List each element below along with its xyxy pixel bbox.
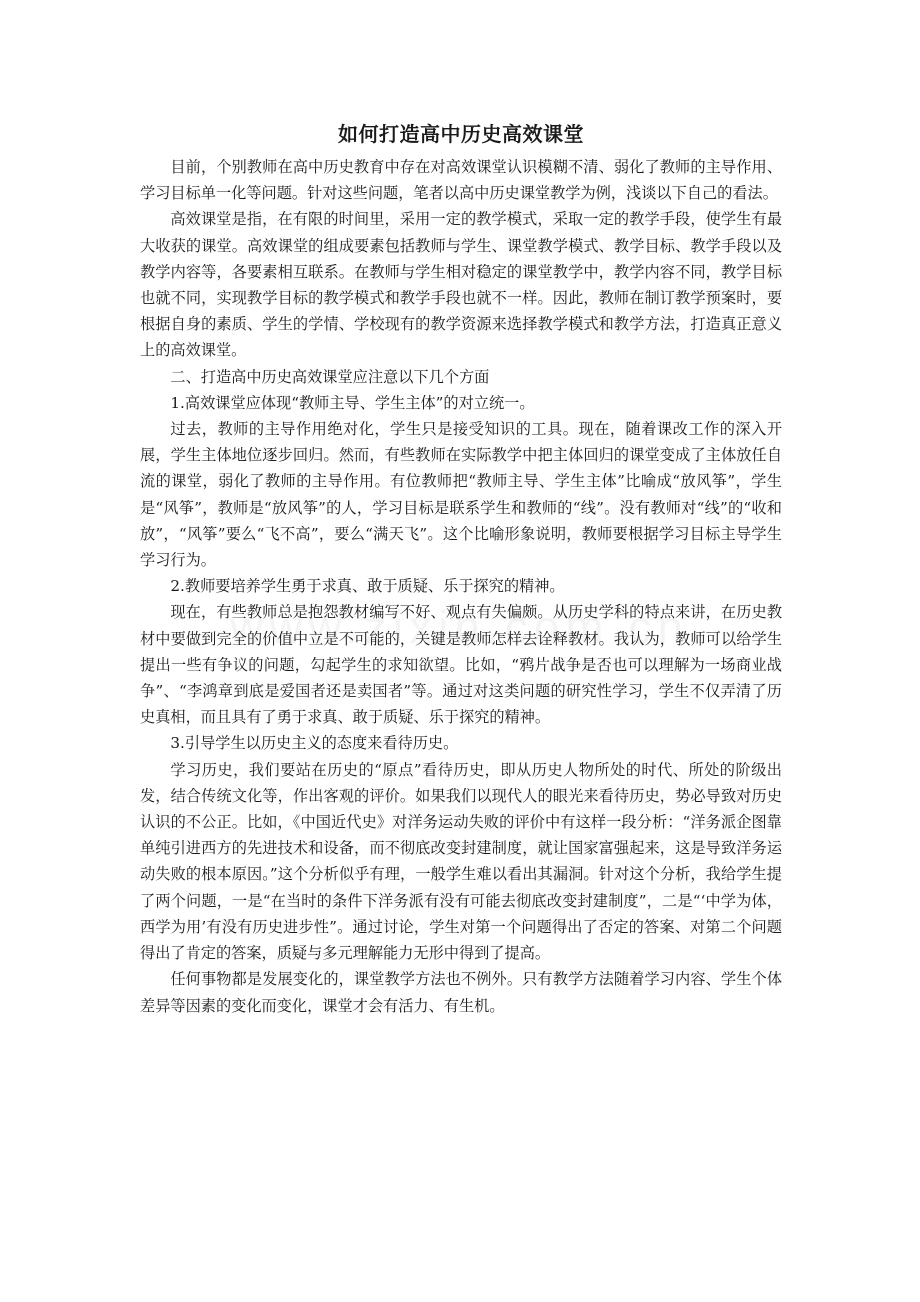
section-heading: 二、打造高中历史高效课堂应注意以下几个方面	[170, 367, 490, 386]
subheading-3: 3.引导学生以历史主义的态度来看待历史。	[170, 734, 459, 753]
subheading-1: 1.高效课堂应体现“教师主导、学生主体”的对立统一。	[170, 393, 535, 412]
paragraph-conclusion: 任何事物都是发展变化的，课堂教学方法也不例外。只有教学方法随着学习内容、学生个体差异等因素的变化而变化，课堂才会有活力、有生机。	[140, 970, 782, 1015]
paragraph-definition: 高效课堂是指，在有限的时间里，采用一定的教学模式，采取一定的教学手段，使学生有最大收获的课堂。高效课堂的组成要素包括教师与学生、课堂教学模式、教学目标、教学手段以及教学内容等，各要素相互联系。在教师与学生相对稳定的课堂教学中，教学内容不同，教学目标也就不同，实现教学目标的教学模式和教学手段也就不一样。因此，教师在制订教学预案时，要根据自身的素质、学生的学情、学校现有的教学资源来选择教学模式和教学方法，打造真正意义上的高效课堂。	[140, 210, 782, 360]
paragraph-point-1: 过去，教师的主导作用绝对化，学生只是接受知识的工具。现在，随着课改工作的深入开展，学生主体地位逐步回归。然而，有些教师在实际教学中把主体回归的课堂变成了主体放任自流的课堂，弱化了教师的主导作用。有位教师把“教师主导、学生主体”比喻成“放风筝”，学生是“风筝”，教师是“放风筝”的人，学习目标是联系学生和教师的“线”。没有教师对“线”的“收和放”，“风筝”要么“飞不高”，要么“满天飞”。这个比喻形象说明，教师要根据学习目标主导学生学习行为。	[140, 420, 782, 570]
subheading-2: 2.教师要培养学生勇于求真、敢于质疑、乐于探究的精神。	[170, 577, 565, 596]
paragraph-point-3: 学习历史，我们要站在历史的“原点”看待历史，即从历史人物所处的时代、所处的阶级出发，结合传统文化等，作出客观的评价。如果我们以现代人的眼光来看待历史，势必导致对历史认识的不公正。比如，《中国近代史》对洋务运动失败的评价中有这样一段分析：“洋务派企图靠单纯引进西方的先进技术和设备，而不彻底改变封建制度，就让国家富强起来，这是导致洋务运动失败的根本原因。”这个分析似乎有理，一般学生难以看出其漏洞。针对这个分析，我给学生提了两个问题，一是“在当时的条件下洋务派有没有可能去彻底改变封建制度”，二是“‘中学为体，西学为用’有没有历史进步性”。通过讨论，学生对第一个问题得出了否定的答案、对第二个问题得出了肯定的答案，质疑与多元理解能力无形中得到了提高。	[140, 760, 782, 963]
document-page	[140, 118, 782, 1019]
paragraph-intro: 目前，个别教师在高中历史教育中存在对高效课堂认识模糊不清、弱化了教师的主导作用、学习目标单一化等问题。针对这些问题，笔者以高中历史课堂教学为例，浅谈以下自己的看法。	[140, 158, 782, 203]
paragraph-point-2: 现在，有些教师总是抱怨教材编写不好、观点有失偏颇。从历史学科的特点来讲，在历史教材中要做到完全的价值中立是不可能的，关键是教师怎样去诠释教材。我认为，教师可以给学生提出一些有争议的问题，勾起学生的求知欲望。比如，“鸦片战争是否也可以理解为一场商业战争”、“李鸿章到底是爱国者还是卖国者”等。通过对这类问题的研究性学习，学生不仅弄清了历史真相，而且具有了勇于求真、敢于质疑、乐于探究的精神。	[140, 603, 782, 727]
document-title: 如何打造高中历史高效课堂	[338, 122, 584, 146]
